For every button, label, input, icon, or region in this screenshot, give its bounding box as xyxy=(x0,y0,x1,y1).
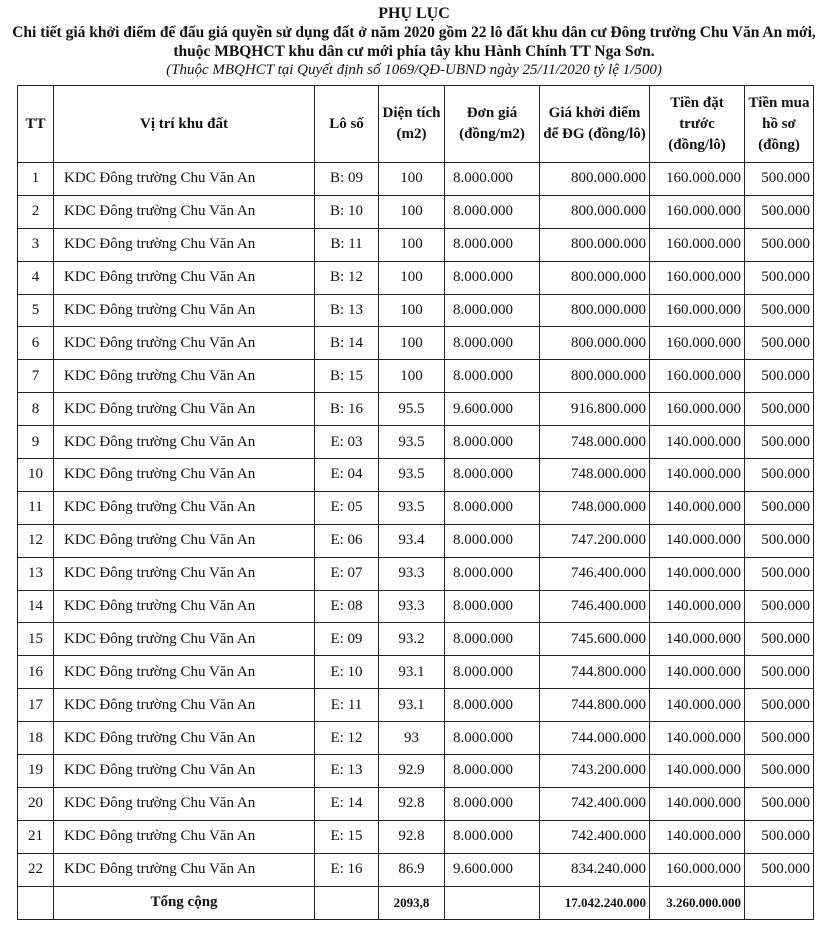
cell-lot: E: 07 xyxy=(315,557,379,590)
total-empty-tt xyxy=(18,886,54,919)
cell-location: KDC Đông trường Chu Văn An xyxy=(54,689,315,722)
table-row xyxy=(18,327,814,360)
cell-area: 100 xyxy=(379,195,445,228)
cell-area: 100 xyxy=(379,294,445,327)
cell-dossier: 500.000 xyxy=(745,228,814,261)
cell-unit-price: 8.000.000 xyxy=(445,426,540,459)
table-row xyxy=(18,491,814,524)
cell-deposit: 140.000.000 xyxy=(650,623,745,656)
table-row xyxy=(18,459,814,492)
cell-lot: E: 14 xyxy=(315,787,379,820)
cell-tt: 16 xyxy=(18,656,54,689)
col-header-tt: TT xyxy=(18,86,54,163)
cell-lot: B: 13 xyxy=(315,294,379,327)
cell-area: 93.5 xyxy=(379,491,445,524)
cell-tt: 3 xyxy=(18,228,54,261)
cell-area: 93.5 xyxy=(379,459,445,492)
cell-deposit: 140.000.000 xyxy=(650,689,745,722)
cell-start-price: 742.400.000 xyxy=(540,820,650,853)
cell-dossier: 500.000 xyxy=(745,787,814,820)
cell-start-price: 748.000.000 xyxy=(540,426,650,459)
cell-tt: 15 xyxy=(18,623,54,656)
cell-lot: B: 11 xyxy=(315,228,379,261)
cell-unit-price: 8.000.000 xyxy=(445,656,540,689)
col-header-start-price: Giá khởi điểm để ĐG (đồng/lô) xyxy=(540,86,650,163)
col-header-lot: Lô số xyxy=(315,86,379,163)
cell-location: KDC Đông trường Chu Văn An xyxy=(54,590,315,623)
cell-lot: B: 10 xyxy=(315,195,379,228)
cell-dossier: 500.000 xyxy=(745,195,814,228)
table-row xyxy=(18,360,814,393)
cell-tt: 9 xyxy=(18,426,54,459)
table-row xyxy=(18,261,814,294)
table-body xyxy=(18,163,814,887)
table-row xyxy=(18,195,814,228)
table-row xyxy=(18,426,814,459)
cell-start-price: 748.000.000 xyxy=(540,491,650,524)
cell-area: 100 xyxy=(379,327,445,360)
table-row xyxy=(18,820,814,853)
cell-start-price: 800.000.000 xyxy=(540,195,650,228)
table-row xyxy=(18,393,814,426)
cell-tt: 21 xyxy=(18,820,54,853)
cell-unit-price: 8.000.000 xyxy=(445,163,540,196)
cell-deposit: 160.000.000 xyxy=(650,393,745,426)
cell-start-price: 748.000.000 xyxy=(540,459,650,492)
cell-start-price: 742.400.000 xyxy=(540,787,650,820)
col-header-area: Diện tích (m2) xyxy=(379,86,445,163)
cell-unit-price: 8.000.000 xyxy=(445,195,540,228)
cell-area: 93.5 xyxy=(379,426,445,459)
cell-lot: B: 15 xyxy=(315,360,379,393)
total-start-price: 17.042.240.000 xyxy=(540,886,650,919)
cell-lot: B: 09 xyxy=(315,163,379,196)
cell-area: 86.9 xyxy=(379,853,445,886)
cell-unit-price: 8.000.000 xyxy=(445,820,540,853)
cell-tt: 5 xyxy=(18,294,54,327)
cell-unit-price: 8.000.000 xyxy=(445,557,540,590)
cell-tt: 18 xyxy=(18,722,54,755)
cell-tt: 14 xyxy=(18,590,54,623)
total-empty-unit-price xyxy=(445,886,540,919)
appendix-subtitle: (Thuộc MBQHCT tại Quyết định số 1069/QĐ-UBND ngày 25/11/2020 tỷ lệ 1/500) xyxy=(166,62,662,78)
price-table xyxy=(17,85,814,920)
cell-unit-price: 8.000.000 xyxy=(445,590,540,623)
cell-area: 100 xyxy=(379,360,445,393)
cell-tt: 4 xyxy=(18,261,54,294)
table-row xyxy=(18,294,814,327)
cell-dossier: 500.000 xyxy=(745,590,814,623)
cell-unit-price: 8.000.000 xyxy=(445,327,540,360)
cell-location: KDC Đông trường Chu Văn An xyxy=(54,327,315,360)
cell-location: KDC Đông trường Chu Văn An xyxy=(54,755,315,788)
cell-location: KDC Đông trường Chu Văn An xyxy=(54,163,315,196)
cell-dossier: 500.000 xyxy=(745,393,814,426)
cell-unit-price: 8.000.000 xyxy=(445,689,540,722)
cell-lot: E: 09 xyxy=(315,623,379,656)
cell-deposit: 140.000.000 xyxy=(650,459,745,492)
cell-unit-price: 9.600.000 xyxy=(445,853,540,886)
total-label: Tổng cộng xyxy=(54,886,315,919)
cell-location: KDC Đông trường Chu Văn An xyxy=(54,195,315,228)
cell-tt: 17 xyxy=(18,689,54,722)
cell-start-price: 800.000.000 xyxy=(540,294,650,327)
cell-deposit: 140.000.000 xyxy=(650,787,745,820)
cell-area: 92.9 xyxy=(379,755,445,788)
cell-deposit: 160.000.000 xyxy=(650,163,745,196)
table-row xyxy=(18,623,814,656)
cell-start-price: 746.400.000 xyxy=(540,590,650,623)
cell-dossier: 500.000 xyxy=(745,261,814,294)
cell-unit-price: 8.000.000 xyxy=(445,787,540,820)
cell-dossier: 500.000 xyxy=(745,623,814,656)
cell-tt: 10 xyxy=(18,459,54,492)
table-row xyxy=(18,722,814,755)
cell-dossier: 500.000 xyxy=(745,722,814,755)
cell-start-price: 744.000.000 xyxy=(540,722,650,755)
cell-lot: B: 14 xyxy=(315,327,379,360)
cell-deposit: 160.000.000 xyxy=(650,294,745,327)
cell-location: KDC Đông trường Chu Văn An xyxy=(54,853,315,886)
cell-unit-price: 8.000.000 xyxy=(445,491,540,524)
cell-lot: E: 11 xyxy=(315,689,379,722)
cell-lot: E: 03 xyxy=(315,426,379,459)
cell-lot: E: 05 xyxy=(315,491,379,524)
cell-dossier: 500.000 xyxy=(745,327,814,360)
cell-location: KDC Đông trường Chu Văn An xyxy=(54,557,315,590)
cell-deposit: 160.000.000 xyxy=(650,327,745,360)
cell-dossier: 500.000 xyxy=(745,755,814,788)
cell-start-price: 800.000.000 xyxy=(540,228,650,261)
cell-location: KDC Đông trường Chu Văn An xyxy=(54,459,315,492)
cell-deposit: 140.000.000 xyxy=(650,557,745,590)
total-row xyxy=(18,886,814,919)
cell-deposit: 140.000.000 xyxy=(650,722,745,755)
cell-location: KDC Đông trường Chu Văn An xyxy=(54,524,315,557)
cell-location: KDC Đông trường Chu Văn An xyxy=(54,820,315,853)
cell-deposit: 160.000.000 xyxy=(650,360,745,393)
cell-deposit: 140.000.000 xyxy=(650,491,745,524)
cell-tt: 20 xyxy=(18,787,54,820)
cell-start-price: 800.000.000 xyxy=(540,261,650,294)
cell-area: 93.3 xyxy=(379,590,445,623)
cell-tt: 7 xyxy=(18,360,54,393)
cell-lot: E: 10 xyxy=(315,656,379,689)
cell-deposit: 140.000.000 xyxy=(650,656,745,689)
table-row xyxy=(18,590,814,623)
cell-area: 93.1 xyxy=(379,656,445,689)
table-row xyxy=(18,163,814,196)
table-row xyxy=(18,228,814,261)
cell-deposit: 140.000.000 xyxy=(650,426,745,459)
table-row xyxy=(18,524,814,557)
cell-deposit: 140.000.000 xyxy=(650,820,745,853)
cell-location: KDC Đông trường Chu Văn An xyxy=(54,623,315,656)
cell-start-price: 747.200.000 xyxy=(540,524,650,557)
appendix-title: PHỤ LỤC xyxy=(378,5,450,22)
cell-tt: 1 xyxy=(18,163,54,196)
cell-tt: 6 xyxy=(18,327,54,360)
total-area: 2093,8 xyxy=(379,886,445,919)
cell-lot: E: 06 xyxy=(315,524,379,557)
cell-location: KDC Đông trường Chu Văn An xyxy=(54,294,315,327)
cell-start-price: 800.000.000 xyxy=(540,360,650,393)
cell-deposit: 160.000.000 xyxy=(650,261,745,294)
cell-lot: E: 13 xyxy=(315,755,379,788)
cell-lot: E: 16 xyxy=(315,853,379,886)
table-header-row xyxy=(18,86,814,163)
cell-lot: E: 08 xyxy=(315,590,379,623)
cell-dossier: 500.000 xyxy=(745,426,814,459)
cell-unit-price: 8.000.000 xyxy=(445,261,540,294)
cell-tt: 12 xyxy=(18,524,54,557)
cell-deposit: 140.000.000 xyxy=(650,755,745,788)
cell-start-price: 916.800.000 xyxy=(540,393,650,426)
table-row xyxy=(18,656,814,689)
col-header-location: Vị trí khu đất xyxy=(54,86,315,163)
total-empty-dossier xyxy=(745,886,814,919)
cell-start-price: 744.800.000 xyxy=(540,656,650,689)
cell-deposit: 160.000.000 xyxy=(650,195,745,228)
cell-start-price: 746.400.000 xyxy=(540,557,650,590)
cell-lot: E: 15 xyxy=(315,820,379,853)
appendix-heading: Chi tiết giá khởi điểm để đấu giá quyền sử dụng đất ở năm 2020 gồm 22 lô đất khu dân cư Đông trường Chu Văn An mới, thuộc MBQHCT khu dân cư mới phía tây khu Hành Chính TT Nga Sơn. xyxy=(12,24,816,60)
cell-area: 93.2 xyxy=(379,623,445,656)
cell-deposit: 140.000.000 xyxy=(650,590,745,623)
cell-start-price: 834.240.000 xyxy=(540,853,650,886)
cell-location: KDC Đông trường Chu Văn An xyxy=(54,656,315,689)
cell-location: KDC Đông trường Chu Văn An xyxy=(54,426,315,459)
cell-area: 93 xyxy=(379,722,445,755)
cell-area: 100 xyxy=(379,261,445,294)
cell-location: KDC Đông trường Chu Văn An xyxy=(54,722,315,755)
cell-tt: 13 xyxy=(18,557,54,590)
cell-unit-price: 8.000.000 xyxy=(445,524,540,557)
table-row xyxy=(18,787,814,820)
document-header xyxy=(0,0,828,79)
cell-deposit: 140.000.000 xyxy=(650,524,745,557)
cell-lot: E: 12 xyxy=(315,722,379,755)
cell-dossier: 500.000 xyxy=(745,163,814,196)
cell-unit-price: 8.000.000 xyxy=(445,294,540,327)
cell-dossier: 500.000 xyxy=(745,360,814,393)
cell-unit-price: 8.000.000 xyxy=(445,623,540,656)
cell-lot: B: 12 xyxy=(315,261,379,294)
cell-unit-price: 8.000.000 xyxy=(445,360,540,393)
cell-area: 92.8 xyxy=(379,820,445,853)
cell-location: KDC Đông trường Chu Văn An xyxy=(54,393,315,426)
cell-dossier: 500.000 xyxy=(745,459,814,492)
cell-area: 93.1 xyxy=(379,689,445,722)
cell-area: 100 xyxy=(379,163,445,196)
cell-dossier: 500.000 xyxy=(745,656,814,689)
cell-tt: 2 xyxy=(18,195,54,228)
cell-unit-price: 8.000.000 xyxy=(445,722,540,755)
cell-deposit: 160.000.000 xyxy=(650,853,745,886)
cell-area: 93.3 xyxy=(379,557,445,590)
table-row xyxy=(18,557,814,590)
cell-dossier: 500.000 xyxy=(745,820,814,853)
cell-area: 93.4 xyxy=(379,524,445,557)
cell-location: KDC Đông trường Chu Văn An xyxy=(54,261,315,294)
cell-dossier: 500.000 xyxy=(745,689,814,722)
col-header-unit-price: Đơn giá (đồng/m2) xyxy=(445,86,540,163)
cell-lot: E: 04 xyxy=(315,459,379,492)
cell-location: KDC Đông trường Chu Văn An xyxy=(54,360,315,393)
cell-dossier: 500.000 xyxy=(745,294,814,327)
cell-tt: 8 xyxy=(18,393,54,426)
col-header-dossier: Tiền mua hồ sơ (đồng) xyxy=(745,86,814,163)
table-row xyxy=(18,853,814,886)
cell-dossier: 500.000 xyxy=(745,524,814,557)
total-empty-lot xyxy=(315,886,379,919)
total-deposit: 3.260.000.000 xyxy=(650,886,745,919)
table-row xyxy=(18,689,814,722)
cell-lot: B: 16 xyxy=(315,393,379,426)
cell-unit-price: 8.000.000 xyxy=(445,755,540,788)
cell-start-price: 800.000.000 xyxy=(540,163,650,196)
col-header-deposit: Tiền đặt trước (đồng/lô) xyxy=(650,86,745,163)
cell-start-price: 800.000.000 xyxy=(540,327,650,360)
cell-unit-price: 8.000.000 xyxy=(445,459,540,492)
cell-location: KDC Đông trường Chu Văn An xyxy=(54,787,315,820)
cell-area: 92.8 xyxy=(379,787,445,820)
cell-dossier: 500.000 xyxy=(745,557,814,590)
cell-area: 100 xyxy=(379,228,445,261)
cell-location: KDC Đông trường Chu Văn An xyxy=(54,228,315,261)
cell-deposit: 160.000.000 xyxy=(650,228,745,261)
cell-tt: 19 xyxy=(18,755,54,788)
cell-dossier: 500.000 xyxy=(745,491,814,524)
cell-tt: 11 xyxy=(18,491,54,524)
cell-area: 95.5 xyxy=(379,393,445,426)
cell-unit-price: 9.600.000 xyxy=(445,393,540,426)
cell-location: KDC Đông trường Chu Văn An xyxy=(54,491,315,524)
cell-tt: 22 xyxy=(18,853,54,886)
cell-start-price: 745.600.000 xyxy=(540,623,650,656)
cell-start-price: 743.200.000 xyxy=(540,755,650,788)
cell-unit-price: 8.000.000 xyxy=(445,228,540,261)
cell-dossier: 500.000 xyxy=(745,853,814,886)
table-row xyxy=(18,755,814,788)
cell-start-price: 744.800.000 xyxy=(540,689,650,722)
